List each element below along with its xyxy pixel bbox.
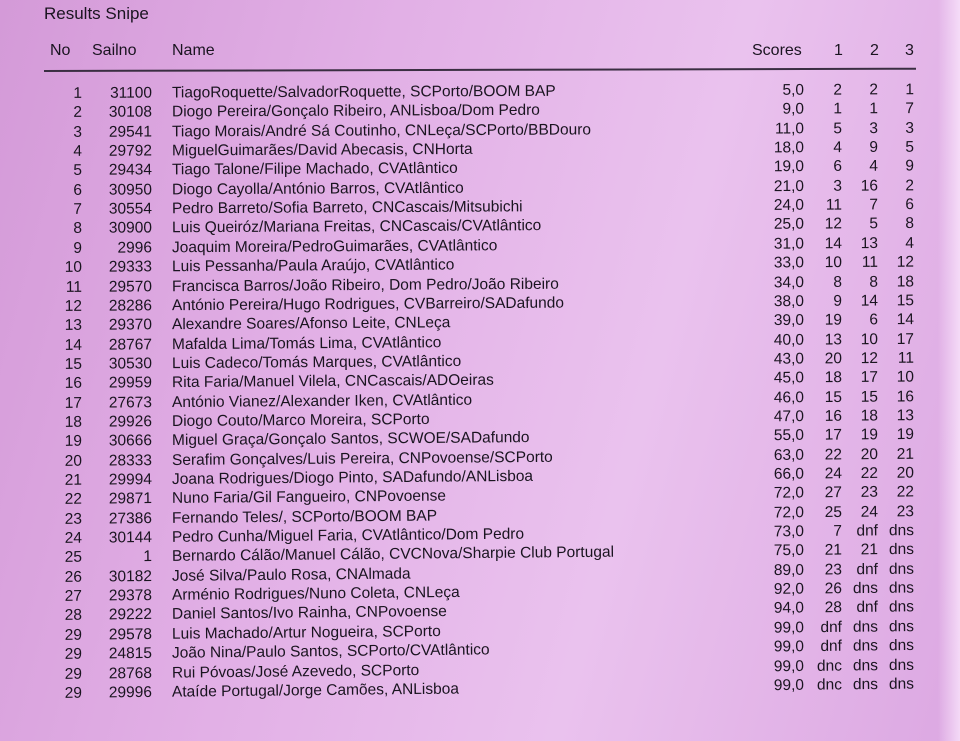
header-name: Name [172, 42, 215, 59]
race-2-cell: 20 [860, 445, 879, 463]
name-cell: Luis Cadeco/Tomás Marques, CVAtlântico [171, 352, 462, 372]
rank-cell: 26 [64, 568, 83, 586]
race-3-cell: dns [888, 579, 915, 597]
race-2-cell: 5 [869, 215, 879, 233]
race-2-cell: 8 [869, 273, 879, 291]
rank-cell: 11 [65, 278, 83, 296]
name-cell: Francisca Barros/João Ribeiro, Dom Pedro/João Ribeiro [171, 275, 559, 295]
sailno-cell: 1 [143, 548, 153, 566]
score-cell: 99,0 [773, 657, 805, 675]
race-3-cell: 11 [897, 349, 915, 367]
race-2-cell: 19 [860, 426, 879, 444]
sailno-cell: 29434 [108, 161, 153, 180]
rank-cell: 24 [64, 529, 83, 547]
rank-cell: 16 [64, 374, 83, 393]
sailno-cell: 29578 [108, 625, 153, 644]
sailno-cell: 29926 [108, 413, 153, 431]
race-2-cell: 21 [860, 541, 879, 559]
race-1-cell: 9 [833, 292, 843, 310]
score-cell: 19,0 [773, 158, 805, 176]
name-cell: Pedro Barreto/Sofia Barreto, CNCascais/Mitsubichi [171, 198, 523, 218]
score-cell: 73,0 [773, 523, 805, 541]
score-cell: 38,0 [773, 292, 805, 311]
page-edge [938, 0, 960, 741]
name-cell: Luis Machado/Artur Nogueira, SCPorto [171, 622, 441, 643]
score-cell: 39,0 [773, 311, 805, 330]
race-1-cell: 28 [824, 599, 843, 617]
race-2-cell: 6 [869, 311, 879, 329]
race-3-cell: 2 [905, 177, 915, 195]
rank-cell: 8 [73, 220, 83, 238]
sailno-cell: 29370 [108, 316, 153, 334]
race-3-cell: 14 [896, 311, 915, 329]
rank-cell: 29 [64, 626, 83, 644]
race-1-cell: dnc [816, 676, 843, 694]
sailno-cell: 28333 [108, 451, 153, 470]
rank-cell: 10 [64, 258, 83, 277]
sailno-cell: 30900 [108, 219, 153, 238]
race-1-cell: 24 [824, 465, 843, 483]
race-3-cell: 16 [896, 387, 915, 406]
sailno-cell: 29570 [108, 277, 153, 296]
header-sailno: Sailno [92, 42, 137, 59]
race-3-cell: 15 [896, 292, 915, 310]
name-cell: Luis Queiróz/Mariana Freitas, CNCascais/CVAtlântico [171, 217, 542, 237]
score-cell: 94,0 [773, 599, 805, 618]
race-2-cell: dns [852, 637, 879, 655]
score-cell: 11,0 [774, 120, 805, 138]
race-2-cell: 3 [869, 119, 879, 137]
race-2-cell: 7 [869, 196, 879, 214]
race-2-cell: dnf [856, 560, 879, 578]
name-cell: Tiago Talone/Filipe Machado, CVAtlântico [171, 160, 458, 179]
race-3-cell: dns [888, 541, 915, 559]
rank-cell: 28 [64, 607, 83, 625]
score-cell: 46,0 [773, 388, 805, 406]
race-1-cell: 20 [824, 350, 843, 368]
name-cell: Fernando Teles/, SCPorto/BOOM BAP [171, 507, 438, 527]
name-cell: Tiago Morais/André Sá Coutinho, CNLeça/SCPorto/BBDouro [171, 121, 592, 141]
score-cell: 92,0 [773, 580, 805, 598]
name-cell: Alexandre Soares/Afonso Leite, CNLeça [171, 314, 451, 334]
race-1-cell: 10 [824, 254, 843, 272]
race-1-cell: 16 [824, 407, 843, 425]
race-1-cell: 5 [833, 119, 843, 137]
race-1-cell: 14 [824, 235, 843, 253]
score-cell: 34,0 [773, 273, 805, 291]
score-cell: 66,0 [773, 465, 805, 483]
name-cell: António Vianez/Alexander Iken, CVAtlântico [171, 391, 473, 411]
sailno-cell: 27386 [108, 509, 153, 528]
race-2-cell: 4 [869, 158, 879, 176]
race-3-cell: dns [888, 560, 915, 578]
rank-cell: 13 [64, 316, 83, 335]
race-2-cell: 2 [869, 81, 879, 99]
name-cell: TiagoRoquette/SalvadorRoquette, SCPorto/BOOM BAP [171, 82, 556, 102]
race-3-cell: dns [888, 656, 915, 674]
rank-cell: 2 [73, 104, 83, 122]
name-cell: Daniel Santos/Ivo Rainha, CNPovoense [171, 603, 447, 624]
sailno-cell: 29333 [108, 258, 153, 276]
rank-cell: 23 [64, 510, 83, 528]
sailno-cell: 29222 [108, 606, 153, 624]
score-cell: 5,0 [782, 81, 805, 99]
race-3-cell: 9 [905, 157, 915, 175]
race-3-cell: 22 [896, 483, 915, 501]
sailno-cell: 28768 [108, 664, 153, 682]
race-3-cell: dns [888, 637, 915, 655]
sailno-cell: 2996 [117, 239, 153, 257]
race-2-cell: 1 [869, 100, 879, 118]
race-3-cell: 23 [896, 502, 915, 521]
header-race-2: 2 [870, 42, 879, 59]
score-cell: 99,0 [773, 638, 805, 656]
sailno-cell: 30554 [108, 200, 153, 218]
race-3-cell: 1 [905, 81, 915, 99]
score-cell: 18,0 [773, 139, 805, 157]
score-cell: 9,0 [782, 100, 805, 118]
race-1-cell: 2 [833, 81, 843, 99]
score-cell: 89,0 [773, 561, 805, 579]
rank-cell: 17 [64, 394, 83, 412]
race-3-cell: dns [888, 675, 915, 693]
race-1-cell: 19 [824, 311, 843, 329]
race-2-cell: 18 [860, 407, 879, 425]
header-scores: Scores [752, 42, 802, 59]
sailno-cell: 29378 [108, 587, 153, 605]
name-cell: Pedro Cunha/Miguel Faria, CVAtlântico/Dom Pedro [171, 525, 525, 546]
race-2-cell: dnf [856, 522, 879, 540]
header-race-3: 3 [905, 42, 914, 59]
name-cell: Mafalda Lima/Tomás Lima, CVAtlântico [171, 333, 442, 353]
name-cell: Nuno Faria/Gil Fangueiro, CNPovoense [171, 487, 447, 508]
rank-cell: 6 [73, 181, 83, 199]
page-title: Results Snipe [44, 4, 149, 23]
rank-cell: 27 [64, 587, 83, 605]
race-1-cell: 3 [833, 177, 843, 195]
race-1-cell: 8 [833, 273, 843, 291]
rank-cell: 19 [64, 433, 83, 451]
rank-cell: 5 [73, 162, 83, 180]
name-cell: João Nina/Paulo Santos, SCPorto/CVAtlântico [171, 641, 490, 662]
score-cell: 47,0 [773, 407, 805, 426]
score-cell: 75,0 [773, 542, 805, 560]
header-no: No [50, 42, 71, 59]
rank-cell: 20 [64, 452, 83, 470]
sailno-cell: 29541 [108, 123, 153, 141]
sailno-cell: 30144 [108, 529, 153, 547]
race-3-cell: 6 [905, 196, 915, 214]
sailno-cell: 31100 [110, 84, 153, 102]
sailno-cell: 28767 [108, 335, 153, 354]
score-cell: 31,0 [773, 235, 805, 253]
name-cell: António Pereira/Hugo Rodrigues, CVBarreiro/SADafundo [171, 294, 565, 315]
rank-cell: 3 [73, 123, 83, 141]
score-cell: 55,0 [773, 427, 805, 445]
sailno-cell: 30530 [108, 355, 153, 373]
race-3-cell: 20 [896, 464, 915, 482]
race-1-cell: 22 [824, 446, 843, 464]
sailno-cell: 30950 [108, 181, 153, 199]
race-3-cell: 7 [905, 100, 915, 118]
race-1-cell: 7 [833, 522, 843, 540]
name-cell: Miguel Graça/Gonçalo Santos, SCWOE/SADafundo [171, 429, 530, 450]
race-2-cell: 15 [860, 388, 879, 406]
race-3-cell: 21 [896, 445, 915, 463]
race-1-cell: 26 [824, 580, 843, 598]
race-2-cell: dns [852, 675, 879, 694]
score-cell: 43,0 [773, 350, 805, 368]
rank-cell: 9 [73, 239, 83, 257]
race-1-cell: 23 [824, 561, 843, 579]
sailno-cell: 29871 [108, 490, 153, 508]
rank-cell: 14 [64, 336, 83, 354]
race-3-cell: 5 [905, 138, 915, 156]
race-1-cell: 11 [825, 196, 843, 214]
sailno-cell: 30666 [108, 432, 153, 450]
race-2-cell: 16 [860, 177, 879, 195]
name-cell: Diogo Pereira/Gonçalo Ribeiro, ANLisboa/Dom Pedro [171, 102, 540, 121]
name-cell: Serafim Gonçalves/Luis Pereira, CNPovoense/SCPorto [171, 448, 553, 469]
sailno-cell: 29996 [108, 683, 153, 702]
rank-cell: 15 [64, 355, 83, 373]
header-race-1: 1 [834, 42, 843, 59]
race-1-cell: 13 [824, 330, 843, 349]
race-3-cell: 17 [896, 330, 915, 348]
name-cell: Joaquim Moreira/PedroGuimarães, CVAtlântico [171, 237, 498, 257]
race-3-cell: dns [888, 617, 915, 636]
race-2-cell: 17 [860, 369, 879, 387]
sailno-cell: 30182 [108, 567, 153, 586]
race-3-cell: 13 [896, 407, 915, 425]
race-1-cell: 15 [824, 388, 843, 406]
race-2-cell: 9 [869, 138, 879, 156]
name-cell: Joana Rodrigues/Diogo Pinto, SADafundo/ANLisboa [171, 467, 534, 488]
race-2-cell: 13 [860, 234, 879, 252]
score-cell: 72,0 [773, 484, 805, 502]
race-1-cell: 21 [824, 541, 843, 560]
race-2-cell: 23 [860, 484, 879, 502]
name-cell: Diogo Couto/Marco Moreira, SCPorto [171, 410, 430, 430]
race-1-cell: 25 [824, 503, 843, 521]
score-cell: 99,0 [773, 676, 805, 694]
race-2-cell: 14 [860, 292, 879, 310]
rank-cell: 29 [64, 684, 83, 702]
race-1-cell: dnf [820, 618, 843, 636]
rank-cell: 7 [73, 200, 83, 218]
race-3-cell: 4 [905, 234, 915, 252]
score-cell: 99,0 [773, 619, 805, 637]
name-cell: Arménio Rodrigues/Nuno Coleta, CNLeça [171, 584, 460, 604]
race-3-cell: 8 [905, 215, 915, 233]
race-2-cell: dns [852, 618, 879, 636]
race-3-cell: 18 [896, 272, 915, 291]
race-2-cell: dns [852, 579, 879, 598]
race-3-cell: 19 [896, 426, 915, 444]
score-cell: 72,0 [773, 503, 805, 522]
rank-cell: 1 [73, 84, 83, 102]
score-cell: 45,0 [773, 369, 805, 387]
header-rule [44, 68, 916, 72]
race-2-cell: 24 [860, 503, 879, 521]
name-cell: Luis Pessanha/Paula Araújo, CVAtlântico [171, 256, 455, 276]
name-cell: Ataíde Portugal/Jorge Camões, ANLisboa [171, 680, 459, 701]
race-2-cell: 12 [860, 349, 879, 367]
name-cell: Rita Faria/Manuel Vilela, CNCascais/ADOeiras [171, 371, 494, 392]
rank-cell: 4 [73, 142, 83, 160]
rank-cell: 25 [64, 549, 83, 567]
race-1-cell: 17 [824, 426, 843, 444]
name-cell: Bernardo Cálão/Manuel Cálão, CVCNova/Sharpie Club Portugal [171, 544, 615, 566]
rank-cell: 29 [64, 645, 83, 663]
race-1-cell: 1 [833, 100, 843, 118]
race-1-cell: 18 [824, 369, 843, 387]
rank-cell: 21 [64, 471, 83, 489]
name-cell: José Silva/Paulo Rosa, CNAlmada [171, 565, 411, 585]
sailno-cell: 28286 [108, 297, 153, 315]
rank-cell: 29 [64, 665, 83, 683]
race-1-cell: 12 [824, 215, 843, 233]
score-cell: 24,0 [773, 196, 805, 215]
race-3-cell: 10 [896, 368, 915, 386]
race-1-cell: 6 [833, 158, 843, 176]
sailno-cell: 30108 [108, 103, 153, 122]
sailno-cell: 29792 [108, 142, 153, 160]
race-2-cell: dns [852, 656, 879, 674]
name-cell: MiguelGuimarães/David Abecasis, CNHorta [171, 140, 473, 160]
race-3-cell: 12 [896, 253, 915, 271]
race-2-cell: dnf [856, 599, 879, 617]
race-3-cell: 3 [905, 119, 915, 137]
score-cell: 40,0 [773, 331, 805, 349]
sailno-cell: 24815 [108, 645, 153, 663]
score-cell: 25,0 [773, 216, 805, 234]
race-2-cell: 22 [860, 464, 879, 483]
score-cell: 21,0 [773, 177, 805, 195]
race-3-cell: dns [888, 522, 915, 540]
rank-cell: 22 [64, 491, 83, 509]
sailno-cell: 27673 [108, 393, 153, 412]
score-cell: 63,0 [773, 446, 805, 464]
sailno-cell: 29994 [108, 471, 153, 489]
race-1-cell: dnf [820, 637, 843, 656]
rank-cell: 12 [64, 297, 83, 315]
race-3-cell: dns [888, 598, 915, 617]
sailno-cell: 29959 [108, 374, 153, 392]
rank-cell: 18 [64, 413, 83, 431]
race-1-cell: 27 [824, 484, 843, 502]
name-cell: Diogo Cayolla/António Barros, CVAtlântico [171, 179, 464, 199]
race-2-cell: 10 [860, 330, 879, 348]
score-cell: 33,0 [773, 254, 805, 272]
race-1-cell: 4 [833, 139, 843, 157]
race-2-cell: 11 [861, 253, 879, 272]
race-1-cell: dnc [816, 657, 843, 675]
name-cell: Rui Póvoas/José Azevedo, SCPorto [171, 661, 420, 682]
